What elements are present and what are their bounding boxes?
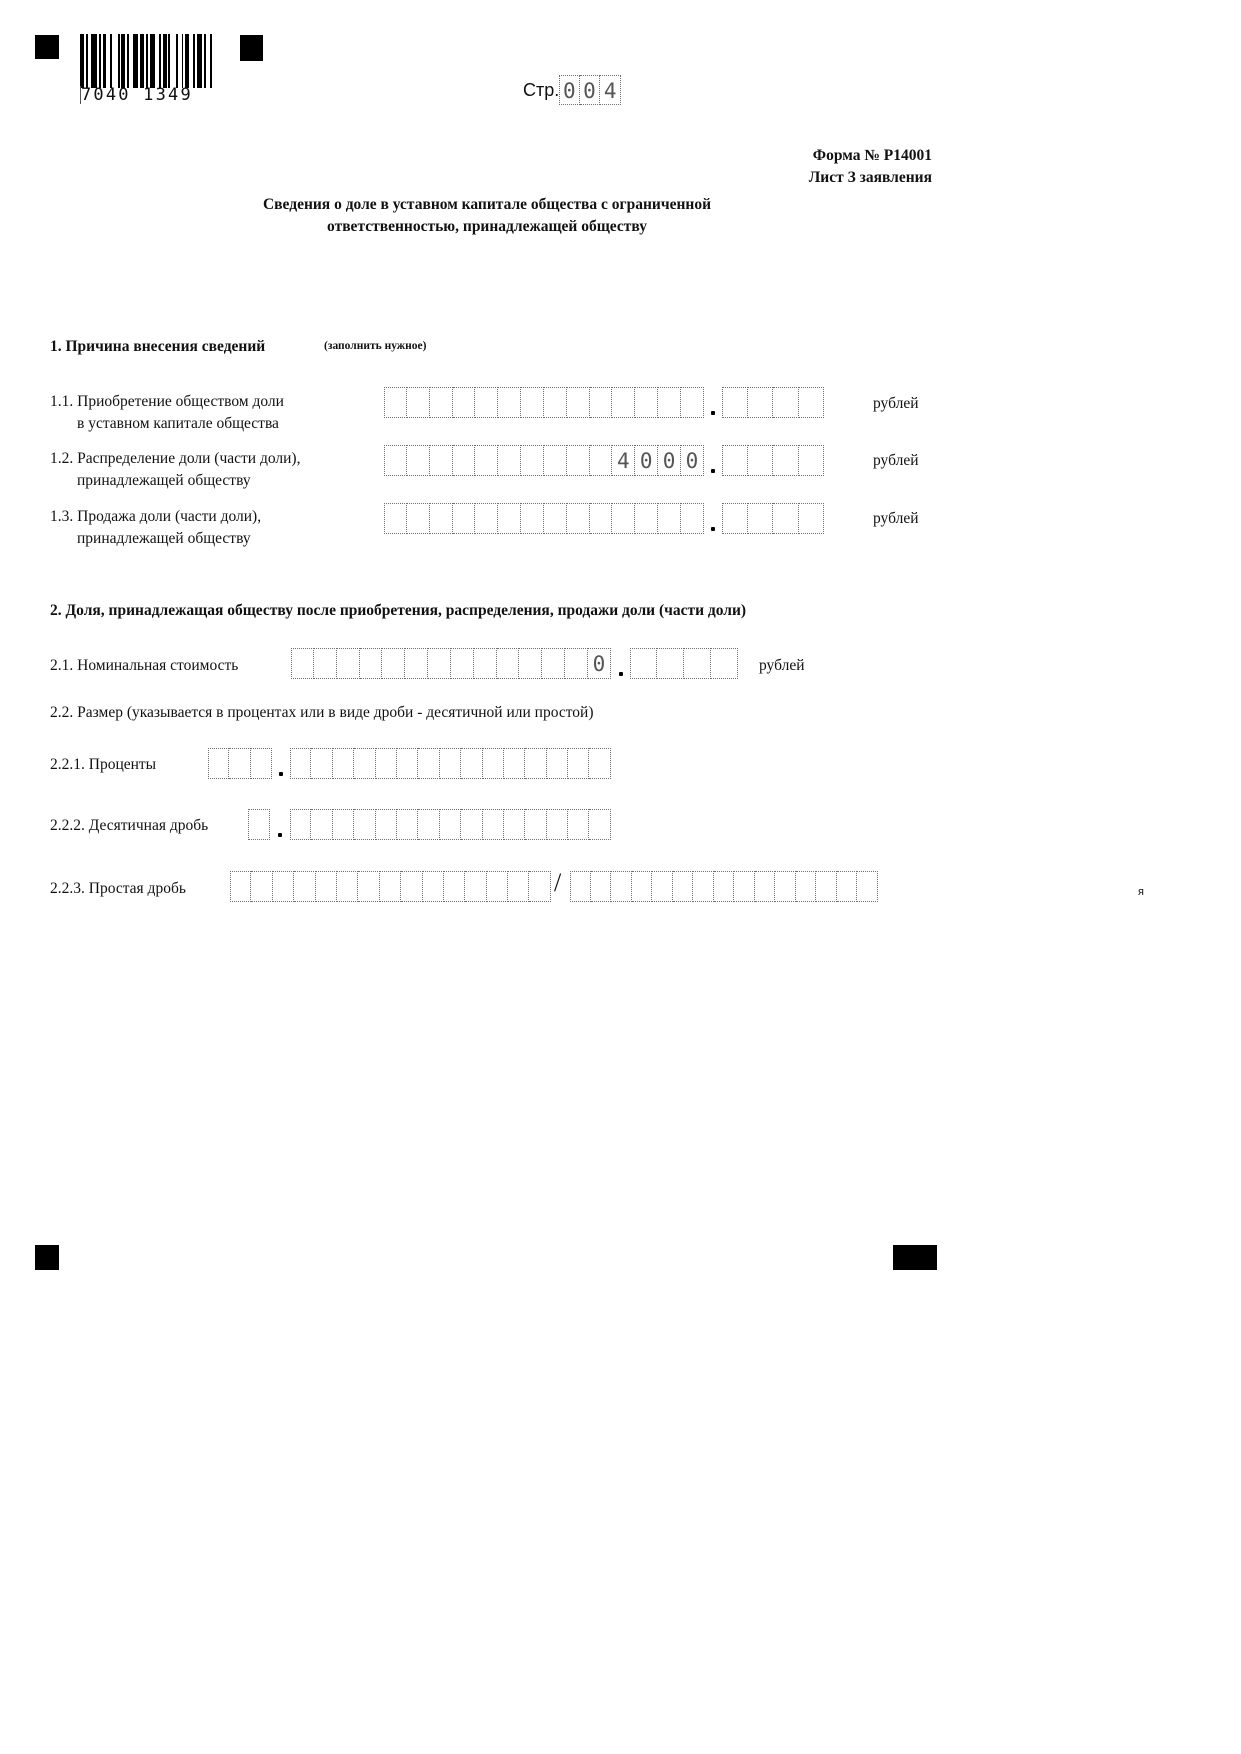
char-cell[interactable] [590,503,613,534]
char-cell[interactable] [384,445,407,476]
char-cell[interactable] [693,871,714,902]
char-cell[interactable] [748,387,774,418]
char-cell[interactable] [498,387,521,418]
page-number-cells[interactable] [559,75,621,105]
char-cell[interactable] [498,503,521,534]
char-cell[interactable] [430,445,453,476]
item-1-3-integer-cells[interactable] [384,503,704,534]
nominal-unit: рублей [759,657,805,674]
char-cell[interactable] [423,871,444,902]
char-cell[interactable] [567,503,590,534]
item-1-2-fraction-cells[interactable] [722,445,824,476]
char-cell[interactable] [461,809,482,840]
char-cell[interactable] [333,809,354,840]
char-cell[interactable] [630,648,657,679]
char-cell[interactable] [521,445,544,476]
char-cell[interactable] [775,871,796,902]
decimal-label: 2.2.2. Десятичная дробь [50,817,209,834]
corner-marker-top-right [240,35,263,61]
barcode-gap [212,34,216,88]
char-cell[interactable] [529,871,550,902]
page-label: Стр. [523,80,560,100]
char-cell[interactable]: 0 [681,445,704,476]
char-cell[interactable] [444,871,465,902]
char-cell[interactable] [316,871,337,902]
item-1-3-unit: рублей [873,510,919,527]
page-number-cell[interactable]: 4 [600,75,621,105]
char-cell[interactable] [657,648,684,679]
item-1-1-integer-cells[interactable] [384,387,704,418]
char-cell[interactable] [755,871,776,902]
char-cell[interactable] [430,503,453,534]
char-cell[interactable] [568,809,589,840]
char-cell[interactable] [440,809,461,840]
char-cell[interactable] [251,748,272,779]
char-cell[interactable] [521,503,544,534]
stray-mark: я [1138,886,1144,898]
corner-marker-top-left [35,35,59,59]
char-cell[interactable] [483,809,504,840]
barcode [80,34,216,104]
char-cell[interactable] [857,871,878,902]
char-cell[interactable] [337,871,358,902]
form-number: Форма № Р14001 [812,147,932,164]
char-cell[interactable] [291,648,314,679]
decimal-point [711,527,715,531]
char-cell[interactable] [451,648,474,679]
char-cell[interactable] [475,503,498,534]
char-cell[interactable] [773,387,799,418]
char-cell[interactable] [816,871,837,902]
char-cell[interactable] [453,445,476,476]
nominal-integer-cells[interactable] [291,648,611,679]
char-cell[interactable] [837,871,858,902]
denominator-cells[interactable] [570,871,878,902]
item-1-3-fraction-cells[interactable] [722,503,824,534]
char-cell[interactable] [542,648,565,679]
char-cell[interactable] [380,871,401,902]
char-cell[interactable] [360,648,383,679]
char-cell[interactable] [590,387,613,418]
char-cell[interactable] [407,503,430,534]
barcode-digits: 7040 1349 [80,86,217,104]
char-cell[interactable] [635,387,658,418]
char-cell[interactable] [483,748,504,779]
char-cell[interactable] [799,387,825,418]
char-cell[interactable] [714,871,735,902]
char-cell[interactable] [475,387,498,418]
sheet-label: Лист З заявления [808,169,932,186]
char-cell[interactable]: 0 [635,445,658,476]
char-cell[interactable] [498,445,521,476]
section1-hint: (заполнить нужное) [324,340,427,352]
char-cell[interactable] [525,809,546,840]
char-cell[interactable] [547,809,568,840]
char-cell[interactable] [525,748,546,779]
item-1-1-label: 1.1. Приобретение обществом доли [50,393,284,410]
char-cell[interactable] [544,387,567,418]
char-cell[interactable] [547,748,568,779]
char-cell[interactable] [652,871,673,902]
char-cell[interactable] [773,503,799,534]
char-cell[interactable] [673,871,694,902]
char-cell[interactable] [635,503,658,534]
char-cell[interactable] [314,648,337,679]
char-cell[interactable] [376,748,397,779]
char-cell[interactable] [474,648,497,679]
char-cell[interactable] [591,871,612,902]
corner-marker-bottom-right [893,1245,937,1270]
char-cell[interactable] [722,387,748,418]
item-1-2-integer-cells[interactable] [384,445,704,476]
char-cell[interactable] [407,387,430,418]
char-cell[interactable] [453,503,476,534]
char-cell[interactable] [722,445,748,476]
char-cell[interactable] [230,871,251,902]
char-cell[interactable] [290,809,311,840]
char-cell[interactable] [497,648,520,679]
char-cell[interactable] [405,648,428,679]
char-cell[interactable] [612,387,635,418]
char-cell[interactable] [418,809,439,840]
item-1-1-fraction-cells[interactable] [722,387,824,418]
char-cell[interactable]: 0 [658,445,681,476]
char-cell[interactable] [354,748,375,779]
char-cell[interactable] [475,445,498,476]
barcode-bars [80,34,216,88]
page-title-line2: ответственностью, принадлежащей обществу [327,218,647,235]
item-1-1-label-line2: в уставном капитале общества [77,415,279,432]
char-cell[interactable] [337,648,360,679]
char-cell[interactable] [465,871,486,902]
char-cell[interactable] [428,648,451,679]
char-cell[interactable] [612,503,635,534]
decimal-fraction-cells[interactable] [290,809,611,840]
char-cell[interactable] [397,809,418,840]
percent-integer-cells[interactable] [208,748,272,779]
char-cell[interactable] [722,503,748,534]
char-cell[interactable] [799,445,825,476]
char-cell[interactable] [504,809,525,840]
page-number-cell[interactable]: 0 [559,75,580,105]
char-cell[interactable] [684,648,711,679]
char-cell[interactable] [229,748,250,779]
char-cell[interactable] [384,503,407,534]
char-cell[interactable] [508,871,529,902]
char-cell[interactable] [290,748,311,779]
page-title: Сведения о доле в уставном капитале общества с ограниченной [262,196,711,213]
char-cell[interactable] [418,748,439,779]
section1-title: 1. Причина внесения сведений [50,338,266,355]
decimal-point [619,672,623,676]
char-cell[interactable] [570,871,591,902]
char-cell[interactable] [658,503,681,534]
char-cell[interactable] [208,748,229,779]
char-cell[interactable] [440,748,461,779]
decimal-point [279,772,283,776]
item-1-2-unit: рублей [873,452,919,469]
char-cell[interactable] [397,748,418,779]
char-cell[interactable] [382,648,405,679]
char-cell[interactable] [248,809,270,840]
char-cell[interactable] [519,648,542,679]
char-cell[interactable] [632,871,653,902]
char-cell[interactable] [354,809,375,840]
char-cell[interactable] [567,445,590,476]
char-cell[interactable] [401,871,422,902]
char-cell[interactable] [461,748,482,779]
decimal-point [278,833,282,837]
char-cell[interactable] [611,871,632,902]
item-1-1-unit: рублей [873,395,919,412]
char-cell[interactable] [748,503,774,534]
decimal-point [711,469,715,473]
item-1-2-label-line2: принадлежащей обществу [77,472,251,489]
char-cell[interactable] [333,748,354,779]
char-cell[interactable] [748,445,774,476]
size-label: 2.2. Размер (указывается в процентах или в виде дроби - десятичной или простой) [50,704,594,721]
nominal-label: 2.1. Номинальная стоимость [50,657,239,674]
section2-title: 2. Доля, принадлежащая обществу после приобретения, распределения, продажи доли (части доли) [50,602,747,619]
percent-label: 2.2.1. Проценты [50,756,157,773]
decimal-integer-cells[interactable] [248,809,270,840]
char-cell[interactable] [565,648,588,679]
corner-marker-bottom-left [35,1245,59,1270]
char-cell[interactable] [251,871,272,902]
char-cell[interactable] [799,503,825,534]
char-cell[interactable] [544,445,567,476]
char-cell[interactable] [568,748,589,779]
char-cell[interactable] [734,871,755,902]
char-cell[interactable] [376,809,397,840]
char-cell[interactable] [711,648,738,679]
char-cell[interactable] [311,809,332,840]
char-cell[interactable] [590,445,613,476]
char-cell[interactable] [358,871,379,902]
char-cell[interactable]: 4 [612,445,635,476]
char-cell[interactable] [430,387,453,418]
char-cell[interactable] [544,503,567,534]
item-1-3-label-line2: принадлежащей обществу [77,530,251,547]
fraction-slash: / [554,868,562,897]
char-cell[interactable] [681,503,704,534]
decimal-point [711,411,715,415]
char-cell[interactable] [589,809,610,840]
char-cell[interactable] [796,871,817,902]
char-cell[interactable] [294,871,315,902]
char-cell[interactable] [487,871,508,902]
char-cell[interactable] [658,387,681,418]
item-1-3-label: 1.3. Продажа доли (части доли), [50,508,262,525]
char-cell[interactable]: 0 [588,648,611,679]
numerator-cells[interactable] [230,871,551,902]
char-cell[interactable] [681,387,704,418]
page-number-cell[interactable]: 0 [580,75,601,105]
char-cell[interactable] [311,748,332,779]
char-cell[interactable] [407,445,430,476]
char-cell[interactable] [504,748,525,779]
char-cell[interactable] [589,748,610,779]
char-cell[interactable] [773,445,799,476]
char-cell[interactable] [384,387,407,418]
char-cell[interactable] [453,387,476,418]
nominal-fraction-cells[interactable] [630,648,738,679]
simple-fraction-label: 2.2.3. Простая дробь [50,880,186,897]
item-1-2-label: 1.2. Распределение доли (части доли), [50,450,301,467]
char-cell[interactable] [521,387,544,418]
char-cell[interactable] [567,387,590,418]
percent-fraction-cells[interactable] [290,748,611,779]
char-cell[interactable] [273,871,294,902]
